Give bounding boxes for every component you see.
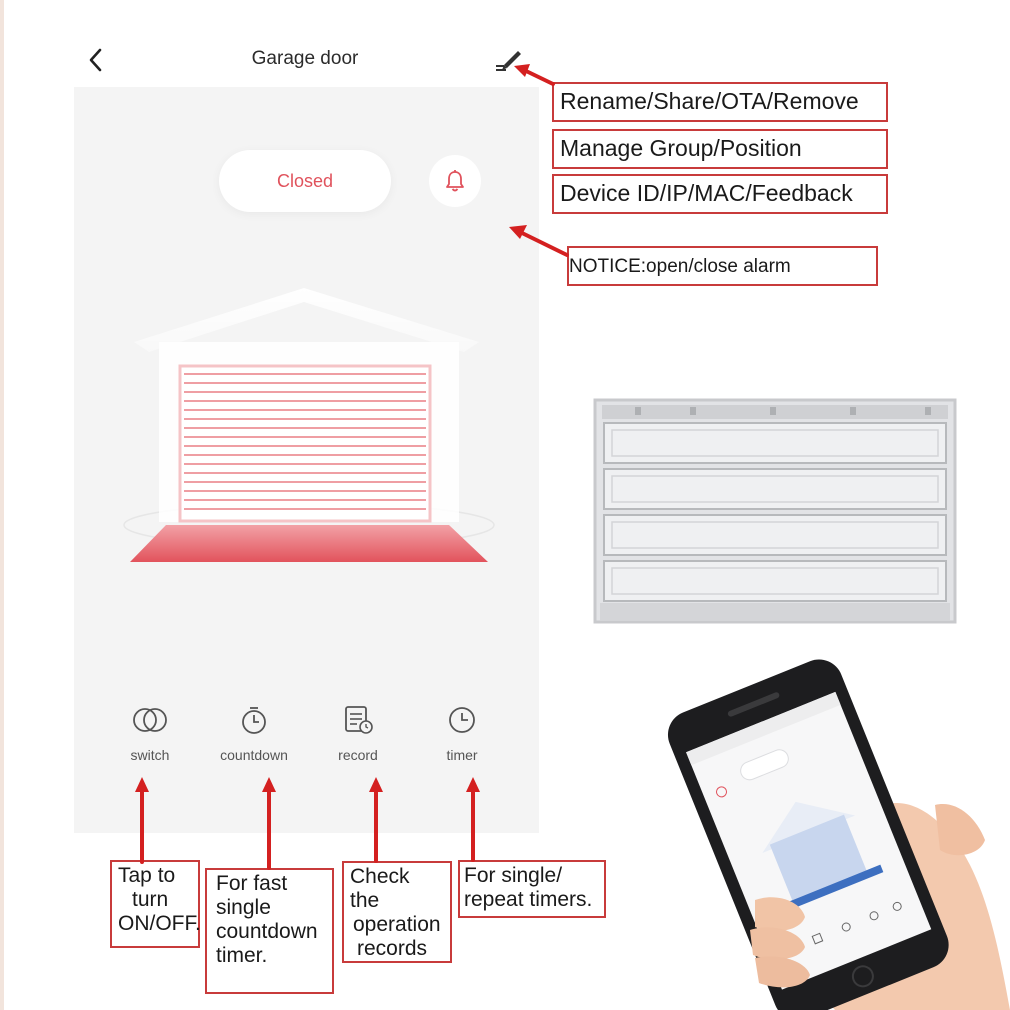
timer-note-line: For single/ [464, 864, 563, 887]
timer-label: timer [446, 747, 478, 763]
record-note-line: records [357, 937, 428, 961]
pencil-icon [490, 44, 524, 78]
settings-note-text: Manage Group/Position [560, 135, 802, 161]
record-note-line: operation [353, 913, 441, 937]
device-panel [74, 87, 539, 833]
switch-note-line: turn [132, 888, 169, 912]
settings-note-text: Rename/Share/OTA/Remove [560, 88, 859, 114]
countdown-note-line: single [216, 896, 271, 920]
timer-button[interactable] [407, 705, 517, 763]
notice-note-text: NOTICE:open/close alarm [569, 256, 791, 277]
edit-button[interactable] [490, 44, 524, 78]
switch-note-line: Tap to [118, 864, 176, 887]
settings-note-group [552, 129, 888, 169]
toggle-icon [130, 705, 170, 735]
record-label: record [338, 747, 378, 763]
countdown-button[interactable] [199, 705, 309, 763]
bell-icon [442, 168, 468, 194]
garage-door-photo [590, 395, 960, 625]
timer-note [458, 860, 606, 918]
countdown-label: countdown [220, 747, 288, 763]
countdown-note-line: timer. [216, 944, 268, 968]
back-button[interactable] [82, 40, 112, 80]
switch-note [110, 860, 200, 948]
record-button[interactable] [303, 705, 413, 763]
settings-note-text: Device ID/IP/MAC/Feedback [560, 180, 853, 206]
page-edge-line [0, 0, 4, 1010]
settings-note-device-id [552, 174, 888, 214]
clock-icon [442, 705, 482, 735]
switch-button[interactable] [95, 705, 205, 763]
switch-label: switch [130, 747, 170, 763]
arrow-to-edit [524, 70, 553, 84]
countdown-note-line: For fast [216, 872, 288, 895]
chevron-left-icon [82, 40, 112, 80]
page-title: Garage door [251, 48, 359, 69]
alarm-button[interactable] [429, 155, 481, 207]
countdown-note [205, 868, 334, 994]
notice-note [567, 246, 878, 286]
door-status-badge: Closed [219, 150, 391, 212]
phone-in-hand-photo [655, 655, 1010, 1010]
record-note [342, 861, 452, 963]
switch-note-line: ON/OFF. [118, 912, 201, 936]
record-note-line: Check the [350, 865, 410, 913]
stopwatch-icon [234, 705, 274, 735]
timer-note-line: repeat timers. [464, 888, 593, 912]
countdown-note-line: countdown [216, 920, 318, 944]
record-list-icon [338, 705, 378, 735]
garage-door-illustration [114, 282, 504, 582]
settings-note-rename [552, 82, 888, 122]
